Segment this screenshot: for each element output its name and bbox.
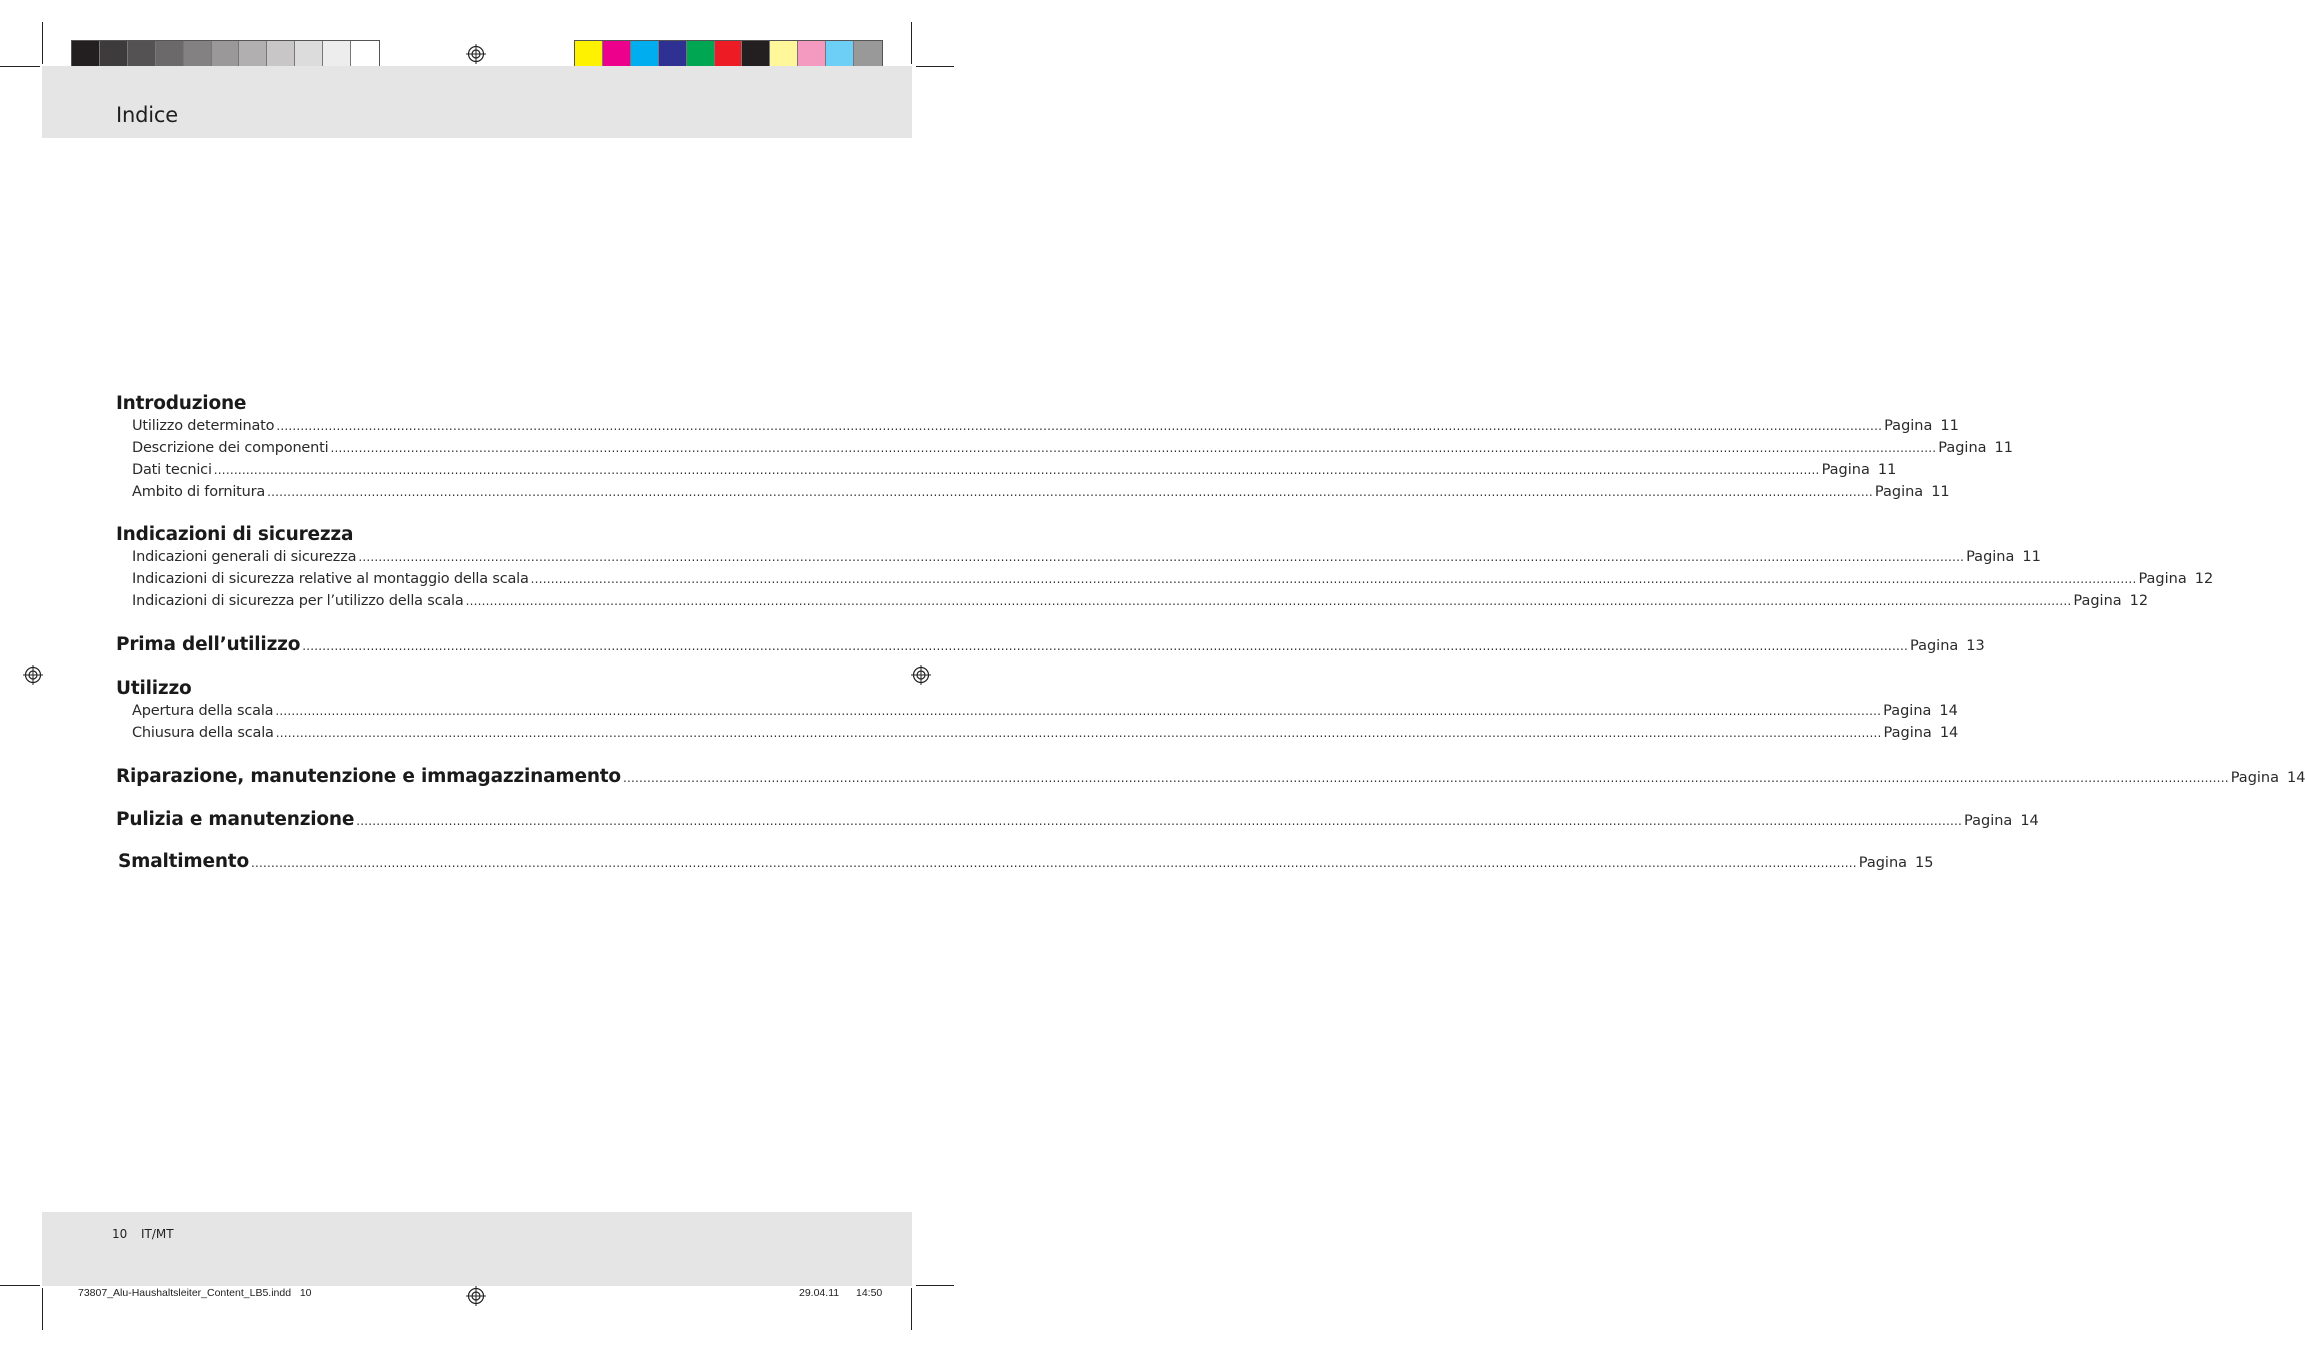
section-title-introduzione: Introduzione bbox=[116, 393, 247, 414]
color-swatch bbox=[854, 41, 882, 68]
color-swatch bbox=[826, 41, 854, 68]
toc-entry-pulizia[interactable] bbox=[116, 809, 2039, 830]
color-swatch bbox=[687, 41, 715, 68]
page-number: 14 bbox=[2020, 813, 2039, 829]
color-swatch bbox=[100, 41, 128, 68]
color-swatch bbox=[715, 41, 743, 68]
slug-date: 29.04.11 bbox=[799, 1287, 840, 1299]
color-swatch bbox=[742, 41, 770, 68]
color-swatch bbox=[184, 41, 212, 68]
color-swatch bbox=[798, 41, 826, 68]
footer-page-number: 10 bbox=[112, 1227, 128, 1241]
toc-entry-label: Ambito di fornitura bbox=[132, 484, 266, 500]
registration-mark-icon bbox=[466, 44, 486, 64]
toc-entry-label: Dati tecnici bbox=[132, 462, 212, 478]
color-swatch bbox=[351, 41, 379, 68]
leader-dots: ................................................................................................................................................................................................................................................................................................................................................................................................................ bbox=[250, 856, 1857, 870]
leader-dots: ................................................................................................................................................................................................................................................................................................................................................................................................................ bbox=[358, 550, 1965, 564]
toc-entry[interactable] bbox=[132, 440, 2013, 456]
toc-entry-smaltimento[interactable] bbox=[118, 851, 1934, 872]
toc-entry[interactable] bbox=[132, 593, 2149, 609]
toc-entry-label: Chiusura della scala bbox=[132, 725, 274, 741]
color-swatch bbox=[295, 41, 323, 68]
crop-mark bbox=[42, 22, 43, 64]
page-number: 15 bbox=[1915, 855, 1934, 871]
crop-mark bbox=[0, 1285, 40, 1286]
page-number: 14 bbox=[1939, 725, 1959, 741]
section-title-smaltimento: Smaltimento bbox=[118, 851, 249, 872]
leader-dots: ................................................................................................................................................................................................................................................................................................................................................................................................................ bbox=[302, 639, 1908, 653]
footer-band bbox=[42, 1212, 912, 1286]
toc-entry-label: Apertura della scala bbox=[132, 703, 274, 719]
color-swatch bbox=[267, 41, 295, 68]
page-number: 11 bbox=[1940, 418, 1959, 434]
color-swatch bbox=[72, 41, 100, 68]
page-label: Pagina bbox=[1883, 703, 1932, 719]
leader-dots: ................................................................................................................................................................................................................................................................................................................................................................................................................ bbox=[465, 594, 2072, 608]
page-label: Pagina bbox=[2230, 770, 2280, 786]
toc-entry[interactable] bbox=[132, 462, 1897, 478]
page-number: 12 bbox=[2129, 593, 2149, 609]
leader-dots: ................................................................................................................................................................................................................................................................................................................................................................................................................ bbox=[276, 419, 1883, 433]
footer-language: IT/MT bbox=[141, 1227, 174, 1241]
page-number: 14 bbox=[1939, 703, 1958, 719]
toc-entry-label: Utilizzo determinato bbox=[132, 418, 275, 434]
crop-mark bbox=[911, 22, 912, 64]
registration-mark-icon bbox=[466, 1286, 486, 1306]
section-title-prima: Prima dell’utilizzo bbox=[116, 634, 301, 655]
leader-dots: ................................................................................................................................................................................................................................................................................................................................................................................................................ bbox=[213, 463, 1820, 477]
crop-mark bbox=[0, 66, 40, 67]
page-number: 11 bbox=[1931, 484, 1950, 500]
leader-dots: ................................................................................................................................................................................................................................................................................................................................................................................................................ bbox=[356, 814, 1963, 828]
color-swatch bbox=[770, 41, 798, 68]
registration-mark-icon bbox=[911, 665, 931, 685]
color-swatch bbox=[156, 41, 184, 68]
page-number: 12 bbox=[2194, 571, 2214, 587]
crop-mark bbox=[42, 1288, 43, 1330]
page-number: 11 bbox=[2022, 549, 2041, 565]
page-label: Pagina bbox=[2138, 571, 2187, 587]
toc-entry[interactable] bbox=[132, 725, 1959, 741]
color-swatch bbox=[323, 41, 351, 68]
leader-dots: ................................................................................................................................................................................................................................................................................................................................................................................................................ bbox=[267, 485, 1873, 499]
toc-entry[interactable] bbox=[132, 703, 1958, 719]
page-number: 11 bbox=[1994, 440, 2013, 456]
page-number: 11 bbox=[1877, 462, 1897, 478]
toc-entry-label: Indicazioni generali di sicurezza bbox=[132, 549, 357, 565]
page-label: Pagina bbox=[1821, 462, 1870, 478]
slug-time: 14:50 bbox=[856, 1287, 883, 1299]
leader-dots: ................................................................................................................................................................................................................................................................................................................................................................................................................ bbox=[330, 441, 1937, 455]
leader-dots: ................................................................................................................................................................................................................................................................................................................................................................................................................ bbox=[622, 771, 2229, 785]
page-label: Pagina bbox=[1874, 484, 1924, 500]
crop-mark bbox=[916, 66, 954, 67]
crop-mark bbox=[911, 1288, 912, 1330]
color-swatch bbox=[128, 41, 156, 68]
page-label: Pagina bbox=[1964, 813, 2013, 829]
section-title-utilizzo: Utilizzo bbox=[116, 678, 192, 699]
color-swatch bbox=[603, 41, 631, 68]
page-label: Pagina bbox=[1858, 855, 1908, 871]
gray-color-bar bbox=[71, 40, 380, 69]
page-label: Pagina bbox=[1883, 725, 1932, 741]
leader-dots: ................................................................................................................................................................................................................................................................................................................................................................................................................ bbox=[275, 704, 1882, 718]
toc-entry-label: Descrizione dei componenti bbox=[132, 440, 329, 456]
page-label: Pagina bbox=[1910, 638, 1959, 654]
page-label: Pagina bbox=[2073, 593, 2122, 609]
page-label: Pagina bbox=[1884, 418, 1933, 434]
page-number: 14 bbox=[2287, 770, 2305, 786]
crop-mark bbox=[916, 1285, 954, 1286]
toc-entry[interactable] bbox=[132, 571, 2214, 587]
toc-entry[interactable] bbox=[132, 549, 2041, 565]
color-swatch bbox=[212, 41, 240, 68]
toc-entry-prima[interactable] bbox=[116, 634, 1985, 655]
page-title: Indice bbox=[116, 103, 178, 127]
color-swatch bbox=[239, 41, 267, 68]
page-number: 13 bbox=[1966, 638, 1985, 654]
section-title-pulizia: Pulizia e manutenzione bbox=[116, 809, 355, 830]
header-band bbox=[42, 66, 912, 138]
toc-entry-label: Indicazioni di sicurezza relative al montaggio della scala bbox=[132, 571, 529, 587]
section-title-sicurezza: Indicazioni di sicurezza bbox=[116, 524, 354, 545]
color-swatch bbox=[575, 41, 603, 68]
slug-filename: 73807_Alu-Haushaltsleiter_Content_LB5.indd 10 bbox=[78, 1287, 312, 1299]
toc-entry[interactable] bbox=[132, 418, 1959, 434]
color-swatch bbox=[659, 41, 687, 68]
registration-mark-icon bbox=[23, 665, 43, 685]
page-label: Pagina bbox=[1966, 549, 2015, 565]
toc-entry-label: Indicazioni di sicurezza per l’utilizzo della scala bbox=[132, 593, 464, 609]
section-title-riparazione: Riparazione, manutenzione e immagazzinamento bbox=[116, 766, 621, 787]
page-label: Pagina bbox=[1938, 440, 1987, 456]
color-swatch bbox=[631, 41, 659, 68]
toc-entry-riparazione[interactable] bbox=[116, 766, 2305, 787]
toc-entry[interactable] bbox=[132, 484, 1950, 500]
leader-dots: ................................................................................................................................................................................................................................................................................................................................................................................................................ bbox=[530, 572, 2137, 586]
leader-dots: ................................................................................................................................................................................................................................................................................................................................................................................................................ bbox=[275, 726, 1882, 740]
process-color-bar bbox=[574, 40, 883, 69]
